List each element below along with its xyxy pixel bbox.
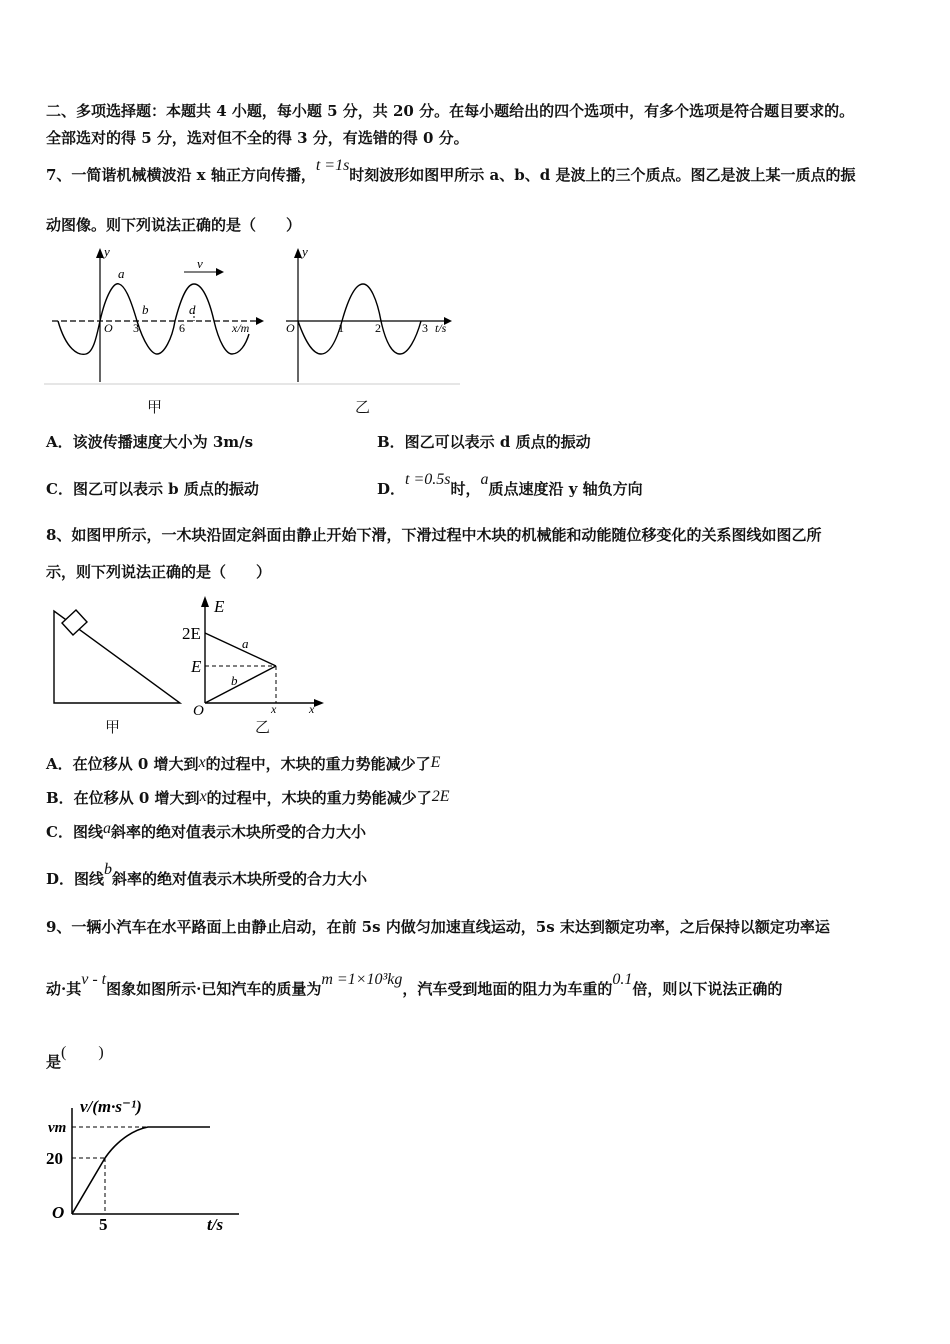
q8-option-d-text-1: D．图线	[46, 870, 105, 888]
q8-option-b-x: x	[199, 788, 207, 805]
fig-yi-tick-1: 1	[338, 321, 344, 335]
q7-wave-figures	[44, 244, 464, 394]
q8-stem-line-1: 8、如图甲所示，一木块沿固定斜面由静止开始下滑，下滑过程中木块的机械能和动能随位移变化的关系图线如图乙所	[46, 526, 822, 544]
q9-stem-text-b2: 图象如图所示·已知汽车的质量为	[106, 980, 322, 998]
fig-jia-caption: 甲	[147, 398, 163, 416]
q8-option-d-var: b	[104, 861, 113, 878]
q9-stem-line-3	[46, 1044, 104, 1073]
fig-yi-t-axis-label: t/s	[435, 321, 447, 335]
fig-q9-t-axis-label: t/s	[207, 1215, 224, 1234]
fig-jia-point-d: d	[189, 302, 196, 317]
q9-vt-expression: v - t	[81, 971, 107, 988]
q9-stem-line-1: 9、一辆小汽车在水平路面上由静止启动，在前 5s 内做匀加速直线运动，5s 末达到额定功率，之后保持以额定功率运	[46, 918, 830, 936]
q7-option-b[interactable]: B．图乙可以表示 d 质点的振动	[377, 433, 591, 451]
q9-stem-text-c: 是	[46, 1053, 62, 1071]
q8-option-d[interactable]	[46, 861, 368, 890]
fig-jia-y-label: y	[104, 244, 110, 259]
fig-yi-caption: 乙	[355, 398, 371, 416]
q8-option-a-text-1: A．在位移从 0 增大到	[46, 755, 199, 773]
fig-q9-origin: O	[52, 1203, 65, 1222]
fig-jia-origin: O	[104, 321, 113, 335]
fig-yi-origin: O	[286, 321, 295, 335]
fig-q8-x-axis-label: x	[309, 702, 315, 716]
q7-option-a[interactable]: A．该波传播速度大小为 3m/s	[46, 433, 254, 451]
q7-option-d-var: a	[480, 471, 489, 488]
q9-stem-line-2	[46, 971, 783, 1000]
q8-option-c-var: a	[102, 820, 111, 837]
q8-option-b-text-1: B．在位移从 0 增大到	[46, 789, 200, 807]
q9-stem-text-b4: 倍，则以下说法正确的	[632, 980, 783, 998]
q8-option-a-text-2: 的过程中，木块的重力势能减少了	[205, 755, 431, 773]
fig-q8-x-mark: x	[271, 702, 277, 716]
q8-option-d-text-2: 斜率的绝对值表示木块所受的合力大小	[112, 870, 368, 888]
fig-q8-caption-yi: 乙	[255, 718, 271, 736]
q9-stem-text-b3: ，汽车受到地面的阻力为车重的	[402, 980, 613, 998]
q8-option-b-value: 2E	[431, 788, 450, 805]
q8-stem-line-2: 示，则下列说法正确的是（ ）	[46, 563, 272, 581]
q7-stem-line-2: 动图像。则下列说法正确的是（ ）	[46, 216, 302, 234]
q7-time-expression: t =1s	[315, 157, 350, 174]
fig-yi-tick-3: 3	[422, 321, 428, 335]
q8-option-b[interactable]	[46, 788, 449, 809]
section-heading-line-2: 全部选对的得 5 分，选对但不全的得 3 分，有选错的得 0 分。	[46, 129, 469, 147]
fig-q8-caption-jia: 甲	[105, 718, 121, 736]
fig-jia-point-b: b	[142, 302, 149, 317]
q9-mass-expression: m =1×10³kg	[321, 971, 403, 988]
q7-option-d-label: D．	[377, 480, 406, 498]
fig-jia-velocity-label: v	[197, 256, 203, 271]
q8-option-c-text-2: 斜率的绝对值表示木块所受的合力大小	[110, 823, 366, 841]
fig-jia-x-axis-label: x/m	[232, 321, 250, 335]
q7-option-c[interactable]: C．图乙可以表示 b 质点的振动	[46, 480, 259, 498]
q7-option-d-text-1: 时，	[450, 480, 481, 498]
q9-vt-graph	[44, 1096, 244, 1236]
q7-option-d[interactable]	[377, 471, 643, 500]
q7-option-d-time: t =0.5s	[405, 471, 451, 488]
q7-stem-text-b: 时刻波形如图甲所示 a、b、d 是波上的三个质点。图乙是波上某一质点的振	[349, 166, 856, 184]
fig-jia-tick-3: 3	[133, 321, 139, 335]
fig-q8-line-b: b	[231, 673, 238, 688]
q8-option-b-text-2: 的过程中，木块的重力势能减少了	[206, 789, 432, 807]
fig-q9-vm-label: vm	[48, 1120, 67, 1136]
q8-incline-and-energy-figure	[48, 593, 348, 738]
fig-q9-tick-5: 5	[99, 1215, 108, 1234]
fig-q8-origin: O	[193, 703, 204, 719]
fig-q8-label-2e: 2E	[182, 624, 201, 643]
fig-q8-e-axis-label: E	[214, 597, 225, 616]
q8-option-a-value: E	[430, 754, 441, 771]
fig-q8-line-a: a	[242, 636, 249, 651]
fig-jia-point-a: a	[118, 266, 125, 281]
q9-stem-text-b1: 动·其	[46, 980, 82, 998]
q9-ratio-expression: 0.1	[612, 971, 633, 988]
q7-stem-text-a: 7、一简谐机械横波沿 x 轴正方向传播，	[46, 166, 316, 184]
fig-q9-y-axis-label: v/(m·s⁻¹)	[80, 1097, 142, 1116]
q8-option-c-text-1: C．图线	[46, 823, 103, 841]
fig-yi-y-label: y	[302, 244, 308, 259]
q8-option-a[interactable]	[46, 754, 440, 775]
fig-q8-label-e: E	[191, 657, 202, 676]
q8-option-c[interactable]	[46, 822, 366, 843]
fig-q9-tick-20: 20	[46, 1149, 63, 1168]
fig-yi-tick-2: 2	[375, 321, 381, 335]
q9-answer-paren: ( )	[61, 1044, 104, 1061]
q8-option-a-x: x	[198, 754, 206, 771]
q7-stem-line-1	[46, 157, 856, 186]
q7-option-d-text-2: 质点速度沿 y 轴负方向	[488, 480, 643, 498]
section-heading-line-1: 二、多项选择题：本题共 4 小题，每小题 5 分，共 20 分。在每小题给出的四个选项中，有多个选项是符合题目要求的。	[46, 102, 855, 120]
fig-jia-tick-6: 6	[179, 321, 185, 335]
